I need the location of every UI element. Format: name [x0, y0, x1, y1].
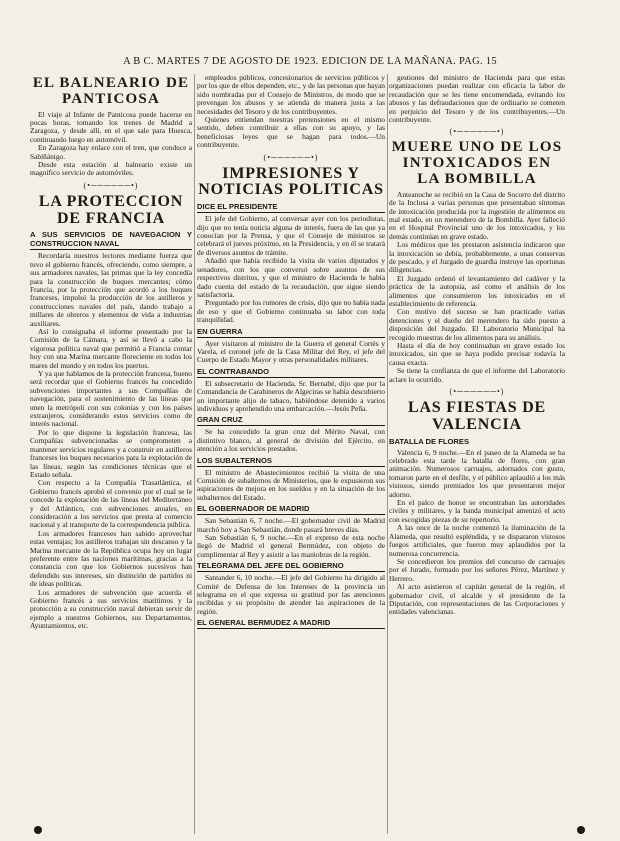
- page-header: A B C. MARTES 7 DE AGOSTO DE 1923. EDICION DE LA MAÑANA. PAG. 15: [123, 56, 497, 67]
- paragraph: Añadió que había recibido la visita de varios diputados y senadores, con los que conversó sobre asuntos de sus respectivos distritos, y que el ministro de Hacienda le había dado cuenta del estado de la recaudación, que sigue siendo satisfactoria.: [197, 256, 385, 299]
- subheading: GRAN CRUZ: [197, 415, 385, 426]
- paragraph: A las once de la noche comenzó la iluminación de la Alameda, que resultó espléndida, y se dispararon vistosos fuegos artificiales, que fueron muy aplaudidos por la numerosa concurrencia.: [389, 523, 565, 558]
- paragraph: gestiones del ministro de Hacienda para que estas organizaciones puedan realizar con eficacia la labor de recaudación que se les tiene encomendada, evitando los abusos y las defraudaciones que de ordinario se cometen en perjuicio del Tesoro y de los contribuyentes.—Un contribuyente.: [389, 74, 565, 125]
- headline-impresiones: IMPRESIONES Y NOTICIAS POLITICAS: [198, 164, 384, 199]
- paragraph: Por lo que dispone la legislación francesa, las Compañías subvencionadas se comprometen a mantener servicios regulares y a construir en astilleros franceses los buques necesarios para la explotación de las líneas, según las condiciones técnicas que el Estado señala.: [30, 427, 192, 479]
- paragraph: Desde esta estación al balneario existe un magnífico servicio de automóviles.: [30, 159, 192, 178]
- ornament-divider: (•──────•): [83, 180, 139, 190]
- subheading: LOS SUBALTERNOS: [197, 456, 385, 467]
- paragraph: Con motivo del suceso se han practicado varias detenciones y el dueño del merendero ha sido puesto a disposición del Juzgado. El Laboratorio Municipal ha recogido muestras de los alimentos para su análisis.: [389, 307, 565, 342]
- subheading: EN GUERRA: [197, 327, 385, 338]
- headline-balneario: EL BALNEARIO DE PANTICOSA: [32, 75, 190, 107]
- ornament-divider: (•──────•): [449, 127, 505, 137]
- paragraph: En el palco de honor se encontraban las autoridades civiles y militares, y la banda municipal amenizó el acto con escogidas piezas de su repertorio.: [389, 498, 565, 524]
- ornament-divider: (•──────•): [449, 387, 505, 397]
- paragraph: Valencia 6, 9 noche.—En el paseo de la Alameda se ha celebrado esta tarde la batalla de flores, con gran animación. Numerosos carruajes, adornados con gusto, tomaron parte en el desfile, y el público aplaudió a los más vistosos, siendo premiados los que presentaron mejor adorno.: [389, 447, 565, 499]
- paragraph: Ayer visitaron al ministro de la Guerra el general Cortés y Varela, el coronel jefe de la Casa Militar del Rey, el jefe del Cuerpo de Estado Mayor y otras personalidades militares.: [197, 338, 385, 365]
- paragraph: Recordaría nuestros lectores mediante fuerza que tuvo el gobierno francés, ofreciendo, como siempre, a sus armadores navales, las primas que la ley concedía para la construcción de buques mercantes; cómo Francia, por la protección que acordó a los buques franceses, impulsó la producción de los astilleros y construcciones navales del país, dando trabajo a millares de obreros y elementos de vida a industrias auxiliares.: [30, 251, 192, 328]
- subheading: BATALLA DE FLORES: [389, 436, 470, 446]
- column-divider: [387, 74, 388, 834]
- paragraph: Quienes entiendan nuestras pretensiones en el mismo sentido, deben contribuir a ellas con su apoyo, y las beneficiosas leyes que se hagan para todos.—Un contribuyente.: [197, 115, 385, 150]
- paragraph: empleados públicos, concesionarios de servicios públicos y por los que de ellos dependen, etc., y de las personas que hayan sido nombradas por el Consejo de Ministros, de modo que se prevengan los abusos y se atienda de manera justa a las necesidades del Tesoro y de los contribuyentes.: [197, 74, 385, 116]
- paragraph: San Sebastián 6, 7 noche.—El gobernador civil de Madrid marchó hoy a San Sebastián, donde pasará breves días.: [197, 516, 385, 534]
- paragraph: El Juzgado ordenó el levantamiento del cadáver y la práctica de la autopsia, así como el análisis de los alimentos que consumieron los intoxicados en el establecimiento de referencia.: [389, 273, 565, 308]
- headline-valencia: LAS FIESTAS DE VALENCIA: [407, 399, 547, 433]
- binding-hole-mark: [34, 826, 42, 834]
- subheading: DICE EL PRESIDENTE: [197, 202, 385, 213]
- paragraph: El viaje al Infante de Panticosa puede hacerse en pocas horas, tomando los trenes de Madrid a Zaragoza, y desde allí, en el que sale para Huesca, continuando luego en automóvil.: [30, 109, 192, 144]
- headline-francia: LA PROTECCION DE FRANCIA: [38, 192, 184, 227]
- paragraph: El jefe del Gobierno, al conversar ayer con los periodistas, dijo que no tenía noticia alguna de interés, fuera de las que ya conocían por la Prensa, y que el Consejo de ministros se celebrará el jueves próximo, en la Presidencia, y en él se tratará de diversos asuntos de trámite.: [197, 214, 385, 257]
- binding-hole-mark: [577, 826, 585, 834]
- column-divider: [194, 74, 195, 834]
- column-2: [197, 74, 385, 834]
- subheading: A SUS SERVICIOS DE NAVEGACION Y CONSTRUCCION NAVAL: [30, 230, 192, 249]
- subheading: EL GENERAL BERMUDEZ A MADRID: [197, 618, 385, 629]
- paragraph: Se ha concedido la gran cruz del Mérito Naval, con distintivo blanco, al general de división del Ejército, en atención a los servicios prestados.: [197, 427, 385, 454]
- paragraph: Los armadores franceses han sabido aprovechar estas ventajas; los astilleros trabajan sin descanso y la Marina mercante de la República ocupa hoy un lugar preferente entre las naciones marítimas, gracias a la constancia con que los Gobiernos sucesivos han defendido sus intereses, sin distinción de partidos ni de ideas políticas.: [30, 528, 192, 589]
- paragraph: Hasta el día de hoy continuaban en grave estado los intoxicados, sin que se haya podido precisar todavía la causa exacta.: [389, 341, 565, 367]
- paragraph: Anteanoche se recibió en la Casa de Socorro del distrito de la Inclusa a varias personas que presentaban síntomas de intoxicación producida por la ingestión de alimentos en mal estado, en un merendero de la Bombilla. Ayer falleció en el Hospital Provincial uno de los intoxicados, y los demás continúan en grave estado.: [389, 189, 565, 241]
- paragraph: Santander 6, 10 noche.—El jefe del Gobierno ha dirigido al Comité de Defensa de los Intereses de la provincia un telegrama en el que expresa su gratitud por las atenciones recibidas y su propósito de atender las aspiraciones de la región.: [197, 573, 385, 616]
- paragraph: San Sebastián 6, 9 noche.—En el expreso de esta noche llegó de Madrid el general Bermúdez, con objeto de cumplimentar al Rey y asistir a las maniobras de la región.: [197, 533, 385, 559]
- paragraph: Así lo consignaba el informe presentado por la Comisión de la Cámara, y así se llevó a cabo la vigorosa política naval que permitió a Francia contar hoy con una Marina mercante floreciente en todos los mares del mundo y en todos los puertos.: [30, 327, 192, 370]
- paragraph: Se tiene la confianza de que el informe del Laboratorio aclare lo ocurrido.: [389, 366, 565, 384]
- headline-intoxicados: MUERE UNO DE LOS INTOXICADOS EN LA BOMBILLA: [391, 139, 563, 187]
- ornament-divider: (•──────•): [263, 152, 319, 162]
- paragraph: El ministro de Abastecimientos recibió la visita de una Comisión de subalternos de Ministerios, que le expusieron sus aspiraciones de mejora en los sueldos y en la situación de los subalternos del Estado.: [197, 467, 385, 502]
- subheading: EL GOBERNADOR DE MADRID: [197, 504, 385, 515]
- subheading: TELEGRAMA DEL JEFE DEL GOBIERNO: [197, 561, 385, 572]
- paragraph: En Zaragoza hay enlace con el tren, que conduce a Sabiñánigo.: [30, 143, 192, 161]
- paragraph: Preguntado por los rumores de crisis, dijo que no había nada de eso y que el Gobierno continuaba su labor con toda tranquilidad.: [197, 298, 385, 325]
- subheading: EL CONTRABANDO: [197, 367, 385, 378]
- paragraph: Con respecto a la Compañía Trasatlántica, el Gobierno francés aprobó el convenio por el cual se le concede la explotación de las líneas del Mediterráneo y del Atlántico, con subvenciones anuales, en consideración a los servicios que presta al comercio nacional y al transporte de la correspondencia pública.: [30, 478, 192, 530]
- column-1: [30, 74, 192, 834]
- paragraph: Al acto asistieron el capitán general de la región, el gobernador civil, el alcalde y el presidente de la Diputación, con representaciones de las Corporaciones y entidades valencianas.: [389, 582, 565, 617]
- paragraph: Se concedieron los premios del concurso de carruajes por el Jurado, formado por los señores Pérez, Martínez y Herrero.: [389, 556, 565, 583]
- paragraph: El subsecretario de Hacienda, Sr. Bernabé, dijo que por la Comandancia de Carabineros de Algeciras se había descubierto un importante alijo de tabaco, habiéndose detenido a varios individuos y aprehendido una embarcación.—Jesús Peña.: [197, 378, 385, 413]
- paragraph: Los armadores de subvención que acuerda el Gobierno francés a sus servicios marítimos y la protección a su construcción naval debieran servir de ejemplo a nuestros Gobiernos, sus Departamentos, Ayuntamientos, etc.: [30, 587, 192, 631]
- paragraph: Y ya que hablamos de la protección francesa, bueno será recordar que el Gobierno francés ha concedido subvenciones importantes a sus Compañías de navegación, para el sostenimiento de las líneas que unen la metrópoli con sus colonias y con los países extranjeros, considerando estos servicios como de interés nacional.: [30, 369, 192, 429]
- paragraph: Los médicos que les prestaron asistencia indicaron que la intoxicación se debía, probablemente, a unas conservas de pescado, y el Juzgado de guardia instruye las oportunas diligencias.: [389, 240, 565, 275]
- column-3: [389, 74, 565, 834]
